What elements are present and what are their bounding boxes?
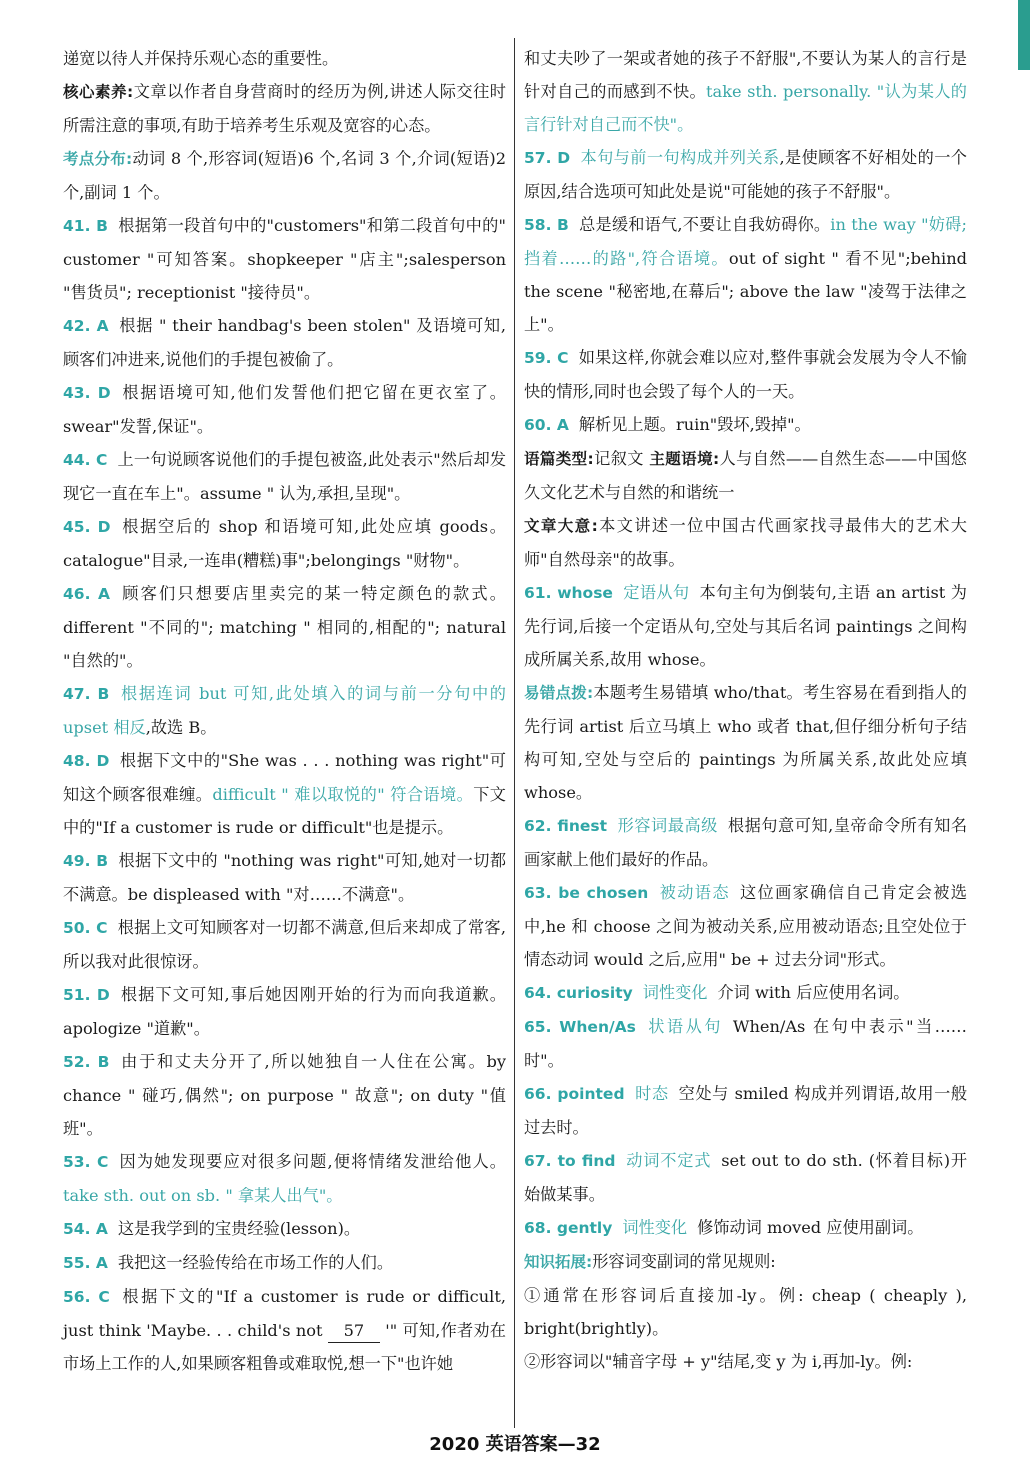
- answer-number: 49. B: [63, 852, 109, 870]
- left-column: [63, 42, 506, 1380]
- right-paragraph: [524, 976, 967, 1010]
- answer-number: 59. C: [524, 349, 569, 367]
- right-paragraph: [524, 1010, 967, 1077]
- section-label: 文章大意:: [524, 517, 598, 535]
- answer-number: 58. B: [524, 216, 569, 234]
- body-text: 这是我学到的宝贵经验(lesson)。: [117, 1219, 361, 1238]
- left-paragraph: [63, 844, 506, 911]
- answer-number: 62. finest: [524, 817, 608, 835]
- answer-number: 41. B: [63, 217, 108, 235]
- body-text: 介词 with 后应使用名词。: [717, 983, 910, 1002]
- body-text: 空处与 smiled 构成并列谓语,故用一般过去时。: [524, 1084, 968, 1137]
- left-paragraph: [63, 510, 506, 577]
- answer-number: 43. D: [63, 384, 111, 402]
- body-text: ,故选 B。: [145, 718, 217, 737]
- blank-57: 57: [328, 1320, 380, 1343]
- right-paragraph: [524, 1211, 967, 1245]
- body-text: set out to do sth. (怀着目标)开始做某事。: [524, 1151, 968, 1204]
- page-edge-tab: [1018, 0, 1030, 70]
- body-text: 根据空后的 shop 和语境可知,此处应填 goods。catalogue"目录,一连串(糟糕)事";belongings "财物"。: [63, 517, 506, 570]
- left-paragraph: [63, 209, 506, 309]
- body-text: '" 可知,作者劝在市场上工作的人,如果顾客粗鲁或难取悦,想一下"也许她: [63, 1321, 506, 1373]
- body-text: 人与自然——自然生态——中国悠久文化艺术与自然的和谐统一: [524, 449, 967, 502]
- answer-number: 55. A: [63, 1254, 108, 1272]
- right-paragraph: [524, 1144, 967, 1211]
- answer-number: 63. be chosen: [524, 884, 649, 902]
- body-text: 根据语境可知,他们发誓他们把它留在更衣室了。swear"发誓,保证"。: [63, 383, 506, 436]
- right-paragraph: [524, 42, 967, 141]
- answer-number: 60. A: [524, 416, 569, 434]
- right-paragraph: [524, 1077, 967, 1144]
- answer-number: 48. D: [63, 752, 110, 770]
- highlight-text: difficult " 难以取悦的" 符合语境。: [212, 785, 474, 804]
- section-label: 知识拓展:: [524, 1253, 593, 1271]
- left-paragraph: [63, 1045, 506, 1145]
- answer-number: 44. C: [63, 451, 108, 469]
- grammar-tag: 词性变化: [642, 983, 708, 1002]
- section-label: 考点分布:: [63, 150, 133, 168]
- right-paragraph: [524, 876, 967, 976]
- highlight-text: in the way "妨碍;挡着……的路",符合语境。: [524, 215, 967, 268]
- body-text: 本题考生易错填 who/that。考生容易在看到指人的先行词 artist 后立马填上 who 或者 that,但仔细分析句子结构可知,空处与空后的 paintings 为所属关系,故此处应填 whose。: [524, 683, 967, 802]
- body-text: 本句主句为倒装句,主语 an artist 为先行词,后接一个定语从句,空处与其后名词 paintings 之间构成所属关系,故用 whose。: [524, 583, 967, 669]
- body-text: When/As 在句中表示"当……时"。: [524, 1017, 967, 1070]
- section-label: 易错点拨:: [524, 684, 594, 702]
- section-label: 核心素养:: [63, 83, 134, 101]
- highlight-text: take sth. personally. "认为某人的言行针对自己而不快"。: [524, 82, 967, 134]
- body-text: 总是缓和语气,不要让自我妨碍你。: [578, 215, 831, 234]
- left-paragraph: [63, 142, 506, 209]
- right-paragraph: [524, 408, 967, 442]
- body-text: ②形容词以"辅音字母 + y"结尾,变 y 为 i,再加-ly。例:: [524, 1352, 913, 1371]
- left-paragraph: [63, 42, 506, 75]
- grammar-tag: 定语从句: [622, 583, 690, 602]
- answer-number: 66. pointed: [524, 1085, 625, 1103]
- body-text: 如果这样,你就会难以应对,整件事就会发展为令人不愉快的情形,同时也会毁了每个人的一天。: [524, 348, 967, 401]
- body-text: 顾客们只想要店里卖完的某一特定颜色的款式。different "不同的"; matching " 相同的,相配的"; natural "自然的"。: [63, 584, 506, 670]
- grammar-tag: 状语从句: [645, 1017, 723, 1036]
- right-paragraph: [524, 509, 967, 576]
- section-label: 主题语境:: [649, 450, 720, 468]
- body-text: 根据下文可知,事后她因刚开始的行为而向我道歉。apologize "道歉"。: [63, 985, 506, 1038]
- left-paragraph: [63, 1246, 506, 1280]
- right-paragraph: [524, 341, 967, 408]
- body-text: 上一句说顾客说他们的手提包被盗,此处表示"然后却发现它一直在车上"。assume " 认为,承担,呈现"。: [63, 450, 507, 503]
- left-paragraph: [63, 1280, 506, 1380]
- body-text: 根据第一段首句中的"customers"和第二段首句中的" customer "可知答案。shopkeeper "店主";salesperson "售货员"; receptionist "接待员"。: [63, 216, 506, 302]
- left-paragraph: [63, 677, 506, 744]
- body-text: 我把这一经验传给在市场工作的人们。: [117, 1253, 394, 1272]
- body-text: 这位画家确信自己肯定会被选中,he 和 choose 之间为被动关系,应用被动语态;且空处位于情态动词 would 之后,应用" be + 过去分词"形式。: [524, 883, 967, 969]
- grammar-tag: 词性变化: [622, 1218, 688, 1237]
- answer-number: 57. D: [524, 149, 571, 167]
- left-paragraph: [63, 1145, 506, 1212]
- left-paragraph: [63, 744, 506, 844]
- left-paragraph: [63, 978, 506, 1045]
- body-text: ,是使顾客不好相处的一个原因,结合选项可知此处是说"可能她的孩子不舒服"。: [524, 148, 967, 201]
- body-text: 修饰动词 moved 应使用副词。: [697, 1218, 924, 1237]
- body-text: 下文中的"If a customer is rude or difficult"也是提示。: [63, 785, 506, 837]
- answer-number: 65. When/As: [524, 1018, 636, 1036]
- body-text: 解析见上题。ruin"毁坏,毁掉"。: [578, 415, 811, 434]
- answer-number: 53. C: [63, 1153, 109, 1171]
- answer-number: 56. C: [63, 1288, 110, 1306]
- grammar-tag: 时态: [634, 1084, 669, 1103]
- right-paragraph: [524, 576, 967, 676]
- highlight-text: 本句与前一句构成并列关系: [580, 148, 780, 167]
- answer-number: 67. to find: [524, 1152, 616, 1170]
- body-text: 根据句意可知,皇帝命令所有知名画家献上他们最好的作品。: [524, 816, 968, 869]
- body-text: 根据下文中的"She was . . . nothing was right"可知这个顾客很难缠。: [63, 751, 506, 804]
- right-paragraph: [524, 1279, 967, 1345]
- body-text: 文章以作者自身营商时的经历为例,讲述人际交往时所需注意的事项,有助于培养考生乐观及宽容的心态。: [63, 82, 506, 135]
- column-divider: [514, 38, 515, 1428]
- body-text: 本文讲述一位中国古代画家找寻最伟大的艺术大师"自然母亲"的故事。: [524, 516, 967, 569]
- body-text: 递宽以待人并保持乐观心态的重要性。: [63, 49, 339, 68]
- body-text: 根据 " their handbag's been stolen" 及语境可知,顾客们冲进来,说他们的手提包被偷了。: [63, 316, 506, 369]
- right-column: [524, 42, 967, 1378]
- left-paragraph: [63, 443, 506, 510]
- answer-number: 51. D: [63, 986, 110, 1004]
- body-text: 动词 8 个,形容词(短语)6 个,名词 3 个,介词(短语)2 个,副词 1 个。: [63, 149, 507, 202]
- answer-number: 42. A: [63, 317, 109, 335]
- right-paragraph: [524, 1245, 967, 1279]
- left-paragraph: [63, 376, 506, 443]
- left-paragraph: [63, 75, 506, 142]
- right-paragraph: [524, 809, 967, 876]
- answer-number: 50. C: [63, 919, 108, 937]
- body-text: ①通常在形容词后直接加-ly。例: cheap ( cheaply ), bright(brightly)。: [524, 1286, 967, 1338]
- body-text: 记叙文: [593, 449, 650, 468]
- left-paragraph: [63, 911, 506, 978]
- left-paragraph: [63, 309, 506, 376]
- grammar-tag: 动词不定式: [625, 1151, 712, 1170]
- body-text: 根据下文的"If a customer is rude or difficult, just think 'Maybe. . . child's not: [63, 1287, 506, 1340]
- section-label: 语篇类型:: [524, 450, 594, 468]
- answer-number: 47. B: [63, 685, 110, 703]
- answer-number: 52. B: [63, 1053, 110, 1071]
- body-text: 根据上文可知顾客对一切都不满意,但后来却成了常客,所以我对此很惊讶。: [63, 918, 506, 971]
- body-text: 根据下文中的 "nothing was right"可知,她对一切都不满意。be displeased with "对……不满意"。: [63, 851, 507, 904]
- answer-number: 64. curiosity: [524, 984, 633, 1002]
- body-text: 因为她发现要应对很多问题,便将情绪发泄给他人。: [118, 1152, 506, 1171]
- right-paragraph: [524, 676, 967, 809]
- right-paragraph: [524, 442, 967, 509]
- highlight-text: 根据连词 but 可知,此处填入的词与前一分句中的 upset 相反: [63, 684, 506, 737]
- answer-number: 46. A: [63, 585, 111, 603]
- answer-number: 61. whose: [524, 584, 613, 602]
- right-paragraph: [524, 208, 967, 341]
- answer-number: 68. gently: [524, 1219, 613, 1237]
- answer-number: 45. D: [63, 518, 111, 536]
- left-paragraph: [63, 577, 506, 677]
- left-paragraph: [63, 1212, 506, 1246]
- right-paragraph: [524, 1345, 967, 1378]
- grammar-tag: 形容词最高级: [617, 816, 718, 835]
- answer-number: 54. A: [63, 1220, 108, 1238]
- body-text: 和丈夫吵了一架或者她的孩子不舒服",不要认为某人的言行是针对自己的而感到不快。: [524, 49, 967, 101]
- highlight-text: take sth. out on sb. " 拿某人出气"。: [63, 1186, 343, 1205]
- page-footer: 2020 英语答案—32: [429, 1434, 601, 1455]
- body-text: 形容词变副词的常见规则:: [592, 1252, 776, 1271]
- body-text: 由于和丈夫分开了,所以她独自一人住在公寓。by chance " 碰巧,偶然"; on purpose " 故意"; on duty "值班"。: [63, 1052, 506, 1138]
- grammar-tag: 被动语态: [658, 883, 730, 902]
- right-paragraph: [524, 141, 967, 208]
- body-text: out of sight " 看不见";behind the scene "秘密地,在幕后"; above the law "凌驾于法律之上"。: [524, 249, 968, 334]
